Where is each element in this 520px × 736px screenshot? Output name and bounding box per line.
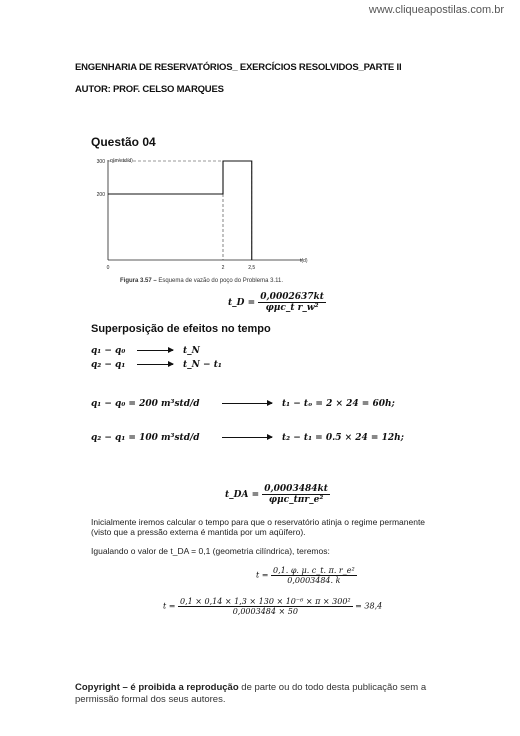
formula-tda-lhs: t_DA =: [225, 490, 260, 500]
figure-caption-text: Esquema de vazão do poço do Problema 3.11.: [158, 278, 283, 284]
step-equation-1: [91, 399, 395, 409]
formula-t-lhs: t =: [256, 570, 269, 580]
step-equation-2-left: q₂ − q₁ = 100 m³std/d: [91, 433, 200, 443]
figure-caption-label: Figura 3.57 –: [120, 278, 157, 284]
formula-result-value: = 38,4: [355, 601, 383, 611]
arrow-icon: [137, 350, 173, 351]
question-title: Questão 04: [91, 135, 156, 149]
formula-result-numerator: 0,1 × 0,14 × 1,3 × 130 × 10⁻⁶ × π × 300²: [180, 597, 351, 606]
superposition-left-1: q₁ − q₀: [91, 346, 126, 356]
superposition-left-2: q₂ − q₁: [91, 360, 126, 370]
superposition-right-2: t_N − t₁: [183, 360, 222, 370]
figure-caption: [120, 278, 283, 284]
formula-t: [256, 566, 357, 585]
document-title: ENGENHARIA DE RESERVATÓRIOS_ EXERCÍCIOS RESOLVIDOS_PARTE II: [75, 62, 402, 73]
copyright-notice: [75, 682, 455, 706]
series-line: [108, 161, 252, 260]
formula-t-numerator: 0,1. φ. μ. c_t. π. r_e²: [273, 566, 355, 575]
flow-rate-chart: [88, 150, 328, 278]
arrow-icon: [222, 403, 272, 404]
document-author: AUTOR: PROF. CELSO MARQUES: [75, 84, 224, 95]
x-tick-label: 2: [221, 265, 225, 271]
y-tick-label: 300: [96, 159, 105, 165]
superposition-row-1: [91, 346, 200, 356]
superposition-row-2: [91, 360, 222, 370]
y-tick-label: 200: [96, 192, 105, 198]
x-tick-label: 0: [106, 265, 110, 271]
formula-t-denominator: 0,0003484. k: [287, 576, 341, 585]
formula-td-lhs: t_D =: [228, 298, 256, 308]
x-tick-label: 2,5: [248, 265, 256, 271]
arrow-icon: [137, 364, 173, 365]
site-url[interactable]: www.cliqueapostilas.com.br: [368, 4, 504, 16]
formula-td-denominator: φμc_t r_w²: [265, 303, 319, 313]
copyright-bold: Copyright – é proibida a reprodução: [75, 682, 239, 693]
superposition-right-1: t_N: [183, 346, 200, 356]
step-equation-2-right: t₂ − t₁ = 0.5 × 24 = 12h;: [282, 433, 405, 443]
arrow-icon: [222, 437, 272, 438]
paragraph-regime: Inicialmente iremos calcular o tempo para que o reservatório atinja o regime permanente (visto que a pressão externa é mantida por um aqüífero).: [91, 517, 426, 537]
formula-tda: [225, 484, 330, 505]
step-equation-1-right: t₁ − tₒ = 2 × 24 = 60h;: [282, 399, 395, 409]
step-equation-2: [91, 433, 404, 443]
step-equation-1-left: q₁ − q₀ = 200 m³std/d: [91, 399, 200, 409]
formula-result: [163, 597, 382, 616]
section-title-superposition: Superposição de efeitos no tempo: [91, 323, 271, 335]
paragraph-igualando: Igualando o valor de t_DA = 0,1 (geometria cilíndrica), teremos:: [91, 546, 330, 556]
y-axis-label: q(m³std/d): [110, 158, 133, 164]
formula-td: [228, 292, 326, 313]
formula-result-lhs: t =: [163, 601, 176, 611]
formula-td-numerator: 0,0002637kt: [260, 292, 324, 302]
formula-tda-numerator: 0,0003484kt: [264, 484, 328, 494]
formula-tda-denominator: φμc_tπr_e²: [268, 495, 324, 505]
x-axis-label: t(d): [300, 258, 308, 264]
formula-result-denominator: 0,0003484 × 50: [232, 607, 298, 616]
copyright-rest: de parte ou do todo desta publicação sem a permissão formal dos seus autores.: [75, 682, 427, 705]
